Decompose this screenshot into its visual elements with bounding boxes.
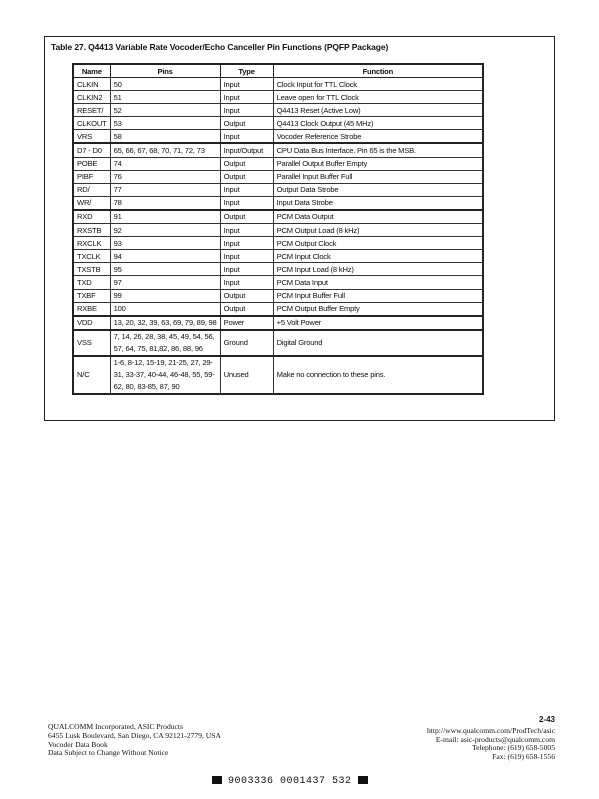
cell-name: PIBF: [73, 170, 110, 183]
table-row: [73, 330, 483, 356]
cell-name: POBE: [73, 157, 110, 170]
header-pins: Pins: [110, 64, 220, 78]
cell-name: RXBE: [73, 302, 110, 316]
cell-type: Output: [220, 157, 273, 170]
cell-pins: 58: [110, 130, 220, 144]
cell-name: CLKOUT: [73, 117, 110, 130]
cell-function: +5 Volt Power: [273, 316, 483, 330]
table-row: [73, 250, 483, 263]
cell-pins: 13, 20, 32, 39, 63, 69, 79, 89, 98: [110, 316, 220, 330]
table-row: [73, 210, 483, 224]
cell-name: VDD: [73, 316, 110, 330]
table-row: [73, 224, 483, 237]
table-row: [73, 117, 483, 130]
header-function: Function: [273, 64, 483, 78]
table-row: [73, 157, 483, 170]
table-row: [73, 104, 483, 117]
cell-name: RXCLK: [73, 237, 110, 250]
cell-type: Output: [220, 210, 273, 224]
cell-type: Output: [220, 302, 273, 316]
table-row: [73, 143, 483, 157]
pin-functions-table: [72, 63, 484, 395]
cell-pins: 50: [110, 78, 220, 91]
cell-type: Unused: [220, 356, 273, 394]
table-row: [73, 263, 483, 276]
cell-function: Output Data Strobe: [273, 183, 483, 196]
cell-pins: 65, 66, 67, 68, 70, 71, 72, 73: [110, 143, 220, 157]
cell-type: Input: [220, 237, 273, 250]
footer-notice: Data Subject to Change Without Notice: [48, 748, 169, 758]
cell-name: N/C: [73, 356, 110, 394]
footer-left: [48, 723, 221, 758]
footer-url: http://www.qualcomm.com/ProdTech/asic: [426, 725, 555, 735]
table-caption: Table 27. Q4413 Variable Rate Vocoder/Echo Canceller Pin Functions (PQFP Package): [51, 42, 389, 52]
cell-pins: 1-6, 8-12, 15-19, 21-25, 27, 29-31, 33-37, 40-44, 46-48, 55, 59-62, 80, 83-85, 87, 90: [110, 356, 220, 394]
cell-name: D7 - D0: [73, 143, 110, 157]
cell-name: CLKIN: [73, 78, 110, 91]
cell-type: Input: [220, 250, 273, 263]
cell-pins: 74: [110, 157, 220, 170]
cell-pins: 97: [110, 276, 220, 289]
table-body: [73, 78, 483, 394]
cell-function: Q4413 Reset (Active Low): [273, 104, 483, 117]
cell-name: VRS: [73, 130, 110, 144]
cell-pins: 91: [110, 210, 220, 224]
cell-pins: 93: [110, 237, 220, 250]
cell-name: RXD: [73, 210, 110, 224]
table-row: [73, 78, 483, 91]
table-row: [73, 289, 483, 302]
cell-function: PCM Input Buffer Full: [273, 289, 483, 302]
cell-type: Input: [220, 263, 273, 276]
cell-type: Output: [220, 170, 273, 183]
footer-fax: Fax: (619) 658-1556: [492, 752, 555, 762]
footer-book: Vocoder Data Book: [48, 739, 108, 749]
barcode-block-left: [212, 776, 222, 784]
cell-type: Input/Output: [220, 143, 273, 157]
cell-pins: 95: [110, 263, 220, 276]
cell-name: TXBF: [73, 289, 110, 302]
table-row: [73, 356, 483, 394]
cell-pins: 76: [110, 170, 220, 183]
cell-name: RXSTB: [73, 224, 110, 237]
table-header-row: [73, 64, 483, 78]
cell-function: PCM Output Clock: [273, 237, 483, 250]
cell-pins: 78: [110, 196, 220, 210]
barcode-text: 9003336 0001437 532: [228, 776, 352, 787]
cell-name: TXSTB: [73, 263, 110, 276]
table-row: [73, 237, 483, 250]
cell-function: Make no connection to these pins.: [273, 356, 483, 394]
barcode-block-right: [358, 776, 368, 784]
cell-name: RD/: [73, 183, 110, 196]
table-row: [73, 302, 483, 316]
cell-function: PCM Input Clock: [273, 250, 483, 263]
cell-function: CPU Data Bus Interface. Pin 65 is the MSB.: [273, 143, 483, 157]
cell-function: PCM Data Output: [273, 210, 483, 224]
cell-type: Input: [220, 130, 273, 144]
cell-name: WR/: [73, 196, 110, 210]
header-name: Name: [73, 64, 110, 78]
cell-type: Power: [220, 316, 273, 330]
cell-type: Ground: [220, 330, 273, 356]
cell-pins: 7, 14, 26, 28, 38, 45, 49, 54, 56, 57, 64, 75, 81,82, 86, 88, 96: [110, 330, 220, 356]
cell-type: Input: [220, 276, 273, 289]
cell-name: VSS: [73, 330, 110, 356]
barcode: [206, 776, 374, 787]
cell-name: TXCLK: [73, 250, 110, 263]
cell-type: Input: [220, 183, 273, 196]
cell-type: Output: [220, 289, 273, 302]
table-row: [73, 316, 483, 330]
cell-function: Leave open for TTL Clock: [273, 91, 483, 104]
cell-function: Q4413 Clock Output (45 MHz): [273, 117, 483, 130]
page-number: 2-43: [538, 715, 555, 724]
cell-function: Clock Input for TTL Clock: [273, 78, 483, 91]
cell-pins: 53: [110, 117, 220, 130]
table-row: [73, 196, 483, 210]
footer-right: [427, 716, 555, 762]
table-row: [73, 91, 483, 104]
header-type: Type: [220, 64, 273, 78]
cell-type: Input: [220, 224, 273, 237]
table-row: [73, 276, 483, 289]
cell-name: RESET/: [73, 104, 110, 117]
cell-function: PCM Data Input: [273, 276, 483, 289]
cell-type: Input: [220, 91, 273, 104]
cell-function: PCM Input Load (8 kHz): [273, 263, 483, 276]
cell-function: Vocoder Reference Strobe: [273, 130, 483, 144]
cell-pins: 77: [110, 183, 220, 196]
cell-pins: 99: [110, 289, 220, 302]
cell-pins: 52: [110, 104, 220, 117]
cell-type: Output: [220, 117, 273, 130]
table-row: [73, 130, 483, 144]
table-row: [73, 183, 483, 196]
footer-telephone: Telephone: (619) 658-5005: [472, 743, 555, 753]
footer-email: E-mail: asic-products@qualcomm.com: [435, 734, 555, 744]
cell-function: Parallel Output Buffer Empty: [273, 157, 483, 170]
cell-name: TXD: [73, 276, 110, 289]
footer-address: 6455 Lusk Boulevard, San Diego, CA 92121-2779, USA: [48, 730, 221, 740]
cell-function: Input Data Strobe: [273, 196, 483, 210]
table-row: [73, 170, 483, 183]
cell-function: PCM Output Load (8 kHz): [273, 224, 483, 237]
footer-company: QUALCOMM Incorporated, ASIC Products: [48, 722, 183, 731]
cell-function: PCM Output Buffer Empty: [273, 302, 483, 316]
cell-name: CLKIN2: [73, 91, 110, 104]
cell-pins: 100: [110, 302, 220, 316]
cell-pins: 51: [110, 91, 220, 104]
cell-function: Digital Ground: [273, 330, 483, 356]
cell-type: Input: [220, 196, 273, 210]
cell-function: Parallel Input Buffer Full: [273, 170, 483, 183]
cell-type: Input: [220, 78, 273, 91]
cell-pins: 94: [110, 250, 220, 263]
cell-type: Input: [220, 104, 273, 117]
cell-pins: 92: [110, 224, 220, 237]
